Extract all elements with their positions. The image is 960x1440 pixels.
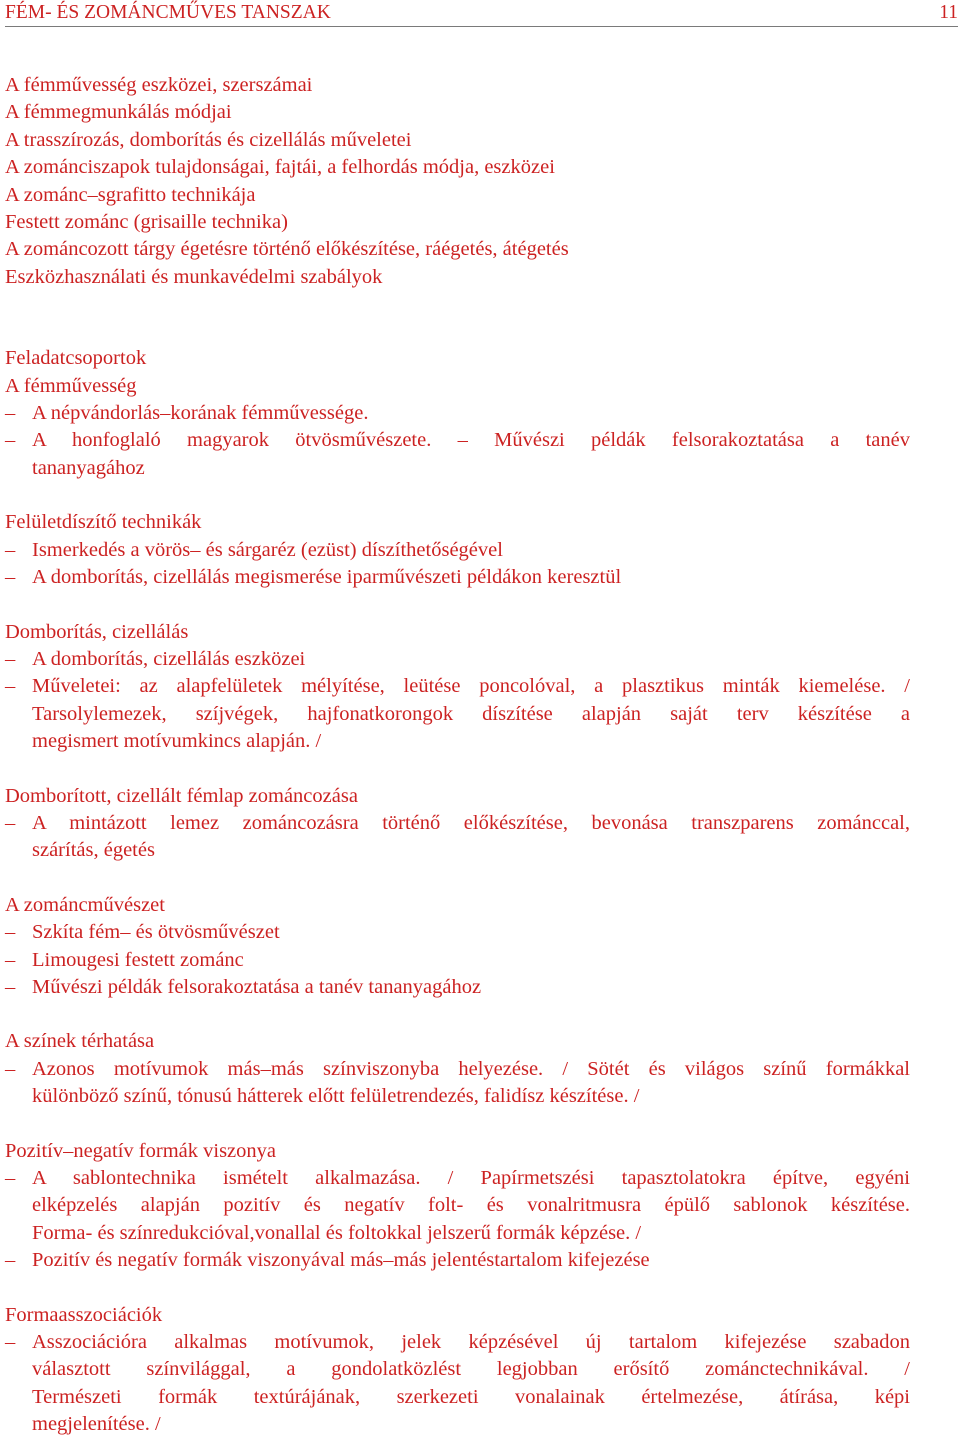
list-item — [5, 400, 910, 427]
list-item — [5, 947, 910, 974]
section-heading: Pozitív–negatív formák viszonya — [5, 1139, 276, 1162]
intro-line: A zománcozott tárgy égetésre történő előkészítése, ráégetés, átégetés — [5, 238, 569, 261]
text-line: Forma- és színredukcióval,vonallal és foltokkal jelszerű formák képzése. / — [32, 1221, 642, 1244]
section-heading: A fémművesség — [5, 374, 137, 397]
text-line: A honfoglaló magyarok ötvösművészete. – Művészi példák felsorakoztatása a tanév — [32, 429, 910, 452]
text-line: választott színvilággal, a gondolatközlést legjobban erősítő zománctechnikával. / — [32, 1358, 910, 1381]
intro-line: A fémművesség eszközei, szerszámai — [5, 74, 313, 96]
text-line: Asszociációra alkalmas motívumok, jelek képzésével új tartalom kifejezése szabadon — [32, 1331, 910, 1354]
intro-line: A trasszírozás, domborítás és cizellálás műveletei — [5, 128, 412, 151]
list-item — [5, 673, 910, 755]
section-heading: Domborítás, cizellálás — [5, 620, 189, 643]
section — [5, 509, 910, 591]
dash-bullet: – — [5, 1249, 16, 1272]
section-heading: Domborított, cizellált fémlap zománcozása — [5, 784, 358, 807]
dash-bullet: – — [5, 538, 16, 561]
text-line: szárítás, égetés — [32, 839, 155, 862]
list-item-text — [32, 673, 910, 755]
text-line: Műveletei: az alapfelületek mélyítése, leütése poncolóval, a plasztikus minták kiemelése. / — [32, 675, 910, 698]
text-line: A mintázott lemez zománcozásra történő előkészítése, bevonása transzparens zománccal, — [32, 811, 910, 834]
list-item — [5, 564, 910, 591]
list-item-text: A népvándorlás–korának fémművessége. — [32, 402, 369, 425]
section — [5, 1302, 910, 1439]
intro-list — [5, 72, 910, 291]
intro-line: A fémmegmunkálás módjai — [5, 101, 232, 124]
list-item-text: Művészi példák felsorakoztatása a tanév tananyagához — [32, 975, 482, 998]
dash-bullet: – — [5, 647, 16, 670]
dash-bullet: – — [5, 1057, 16, 1080]
dash-bullet: – — [5, 566, 16, 589]
list-item-text — [32, 1056, 910, 1111]
list-item-text: Pozitív és negatív formák viszonyával más–más jelentéstartalom kifejezése — [32, 1249, 650, 1272]
list-item-text — [32, 810, 910, 865]
page-number: 11 — [939, 2, 958, 23]
intro-line: A zománciszapok tulajdonságai, fajtái, a felhordás módja, eszközei — [5, 156, 555, 179]
text-line: A sablontechnika ismételt alkalmazása. / Papírmetszési tapasztolatokra építve, egyéni — [32, 1167, 910, 1189]
list-item-text: A domborítás, cizellálás megismerése iparművészeti példákon keresztül — [32, 566, 622, 589]
section-heading: A színek térhatása — [5, 1030, 155, 1053]
list-item-text: Szkíta fém– és ötvösművészet — [32, 921, 280, 944]
sections — [5, 345, 910, 1438]
page-header — [5, 0, 958, 27]
list-item-text — [32, 427, 910, 482]
list-item-text — [32, 1329, 910, 1439]
dash-bullet: – — [5, 402, 16, 425]
list-item — [5, 974, 910, 1001]
section — [5, 892, 910, 1002]
list-item — [5, 427, 910, 482]
dash-bullet: – — [5, 948, 16, 971]
section-heading: Formaasszociációk — [5, 1303, 163, 1326]
text-line: Azonos motívumok más–más színviszonyba helyezése. / Sötét és világos színű formákkal — [32, 1057, 910, 1080]
dash-bullet: – — [5, 429, 16, 452]
section — [5, 1028, 910, 1110]
intro-line: A zománc–sgrafitto technikája — [5, 183, 256, 206]
document-body — [5, 72, 910, 1439]
dash-bullet: – — [5, 921, 16, 944]
section — [5, 619, 910, 756]
list-item-text: Ismerkedés a vörös– és sárgaréz (ezüst) díszíthetőségével — [32, 538, 503, 561]
text-line: elképzelés alapján pozitív és negatív folt- és vonalritmusra épülő sablonok készítése. — [32, 1194, 910, 1217]
list-item-text: Limougesi festett zománc — [32, 948, 244, 971]
list-item — [5, 537, 910, 564]
text-line: különböző színű, tónusú hátterek előtt felületrendezés, falidísz készítése. / — [32, 1085, 640, 1108]
list-item — [5, 919, 910, 946]
list-item — [5, 810, 910, 865]
dash-bullet: – — [5, 675, 16, 698]
dash-bullet: – — [5, 811, 16, 834]
list-item — [5, 1165, 910, 1247]
dash-bullet: – — [5, 1331, 16, 1354]
list-item — [5, 1329, 910, 1439]
section-heading: Felületdíszítő technikák — [5, 511, 202, 534]
list-item — [5, 1056, 910, 1111]
list-item-text — [32, 1165, 910, 1247]
list-item — [5, 646, 910, 673]
list-item-text: A domborítás, cizellálás eszközei — [32, 647, 306, 670]
text-line: Természeti formák textúrájának, szerkezeti vonalainak értelmezése, átírása, képi — [32, 1385, 910, 1408]
section — [5, 783, 910, 865]
section — [5, 1138, 910, 1275]
header-title: FÉM- ÉS ZOMÁNCMŰVES TANSZAK — [5, 2, 331, 23]
intro-line: Eszközhasználati és munkavédelmi szabályok — [5, 265, 383, 288]
text-line: megismert motívumkincs alapján. / — [32, 730, 322, 753]
section-heading: A zománcművészet — [5, 893, 165, 916]
section-heading: Feladatcsoportok — [5, 347, 147, 370]
section — [5, 345, 910, 482]
text-line: megjelenítése. / — [32, 1413, 161, 1436]
intro-line: Festett zománc (grisaille technika) — [5, 211, 288, 234]
dash-bullet: – — [5, 975, 16, 998]
text-line: tananyagához — [32, 456, 145, 479]
dash-bullet: – — [5, 1167, 16, 1189]
list-item — [5, 1247, 910, 1274]
text-line: Tarsolylemezek, szíjvégek, hajfonatkorongok díszítése alapján saját terv készítése a — [32, 702, 910, 725]
